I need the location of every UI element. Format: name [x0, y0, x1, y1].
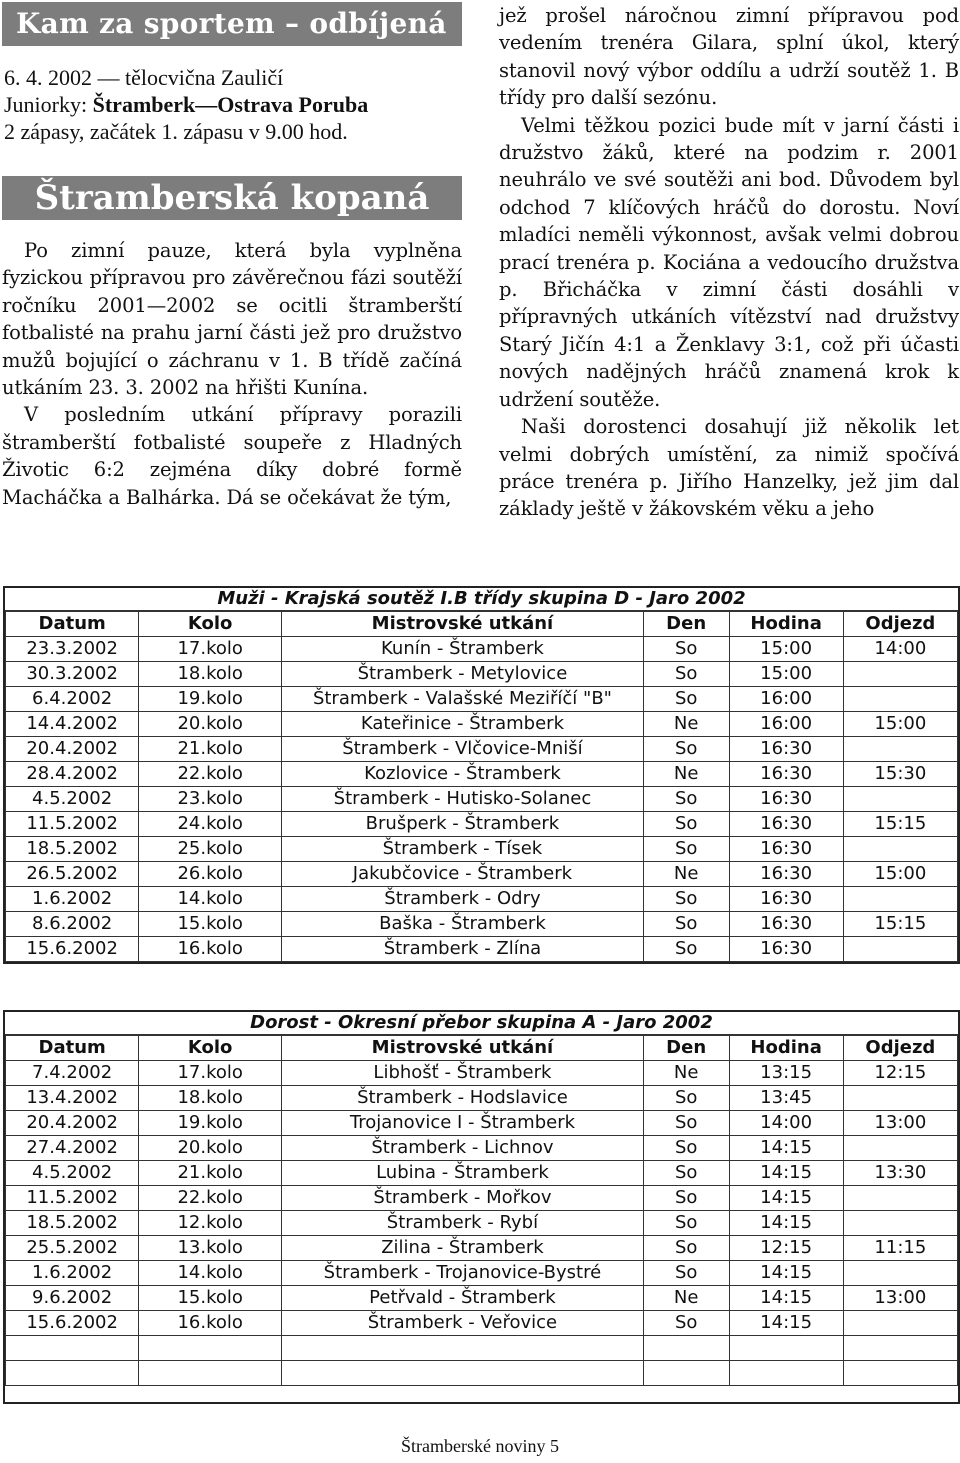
table-cell: 14:15: [729, 1261, 843, 1286]
table-cell: [843, 937, 957, 962]
schedule-juniors: [3, 1010, 960, 1404]
paragraph: Velmi těžkou pozici bude mít v jarní části i družstvo žáků, které na podzim r. 2001 neuhrálo ve své soutěži ani bod. Důvodem byl odchod 7 klíčových hráčů do dorostu. Noví mladíci neměli výkonnost, avšak velmi dobrou prací trenéra p. Kociána a vedoucího družstva p. Břicháčka v zimní části dosáhli v přípravných utkáních vítězství nad družstvy Starý Jičín 4:1 a Ženklavy 3:1, což při účasti nových nadějných hráčů znamená krok k udržení soutěže.: [499, 113, 959, 411]
table-cell: 24.kolo: [139, 812, 282, 837]
table-row: [6, 687, 958, 712]
table-cell: Štramberk - Trojanovice-Bystré: [282, 1261, 644, 1286]
table-cell: 22.kolo: [139, 762, 282, 787]
table-cell: 14.kolo: [139, 887, 282, 912]
table-row: [6, 1336, 958, 1361]
table-cell: [729, 1336, 843, 1361]
table-cell: 15:30: [843, 762, 957, 787]
section-title-football: Štramberská kopaná: [2, 176, 462, 220]
table-cell: 25.5.2002: [6, 1236, 139, 1261]
table-cell: Štramberk - Mořkov: [282, 1186, 644, 1211]
table-cell: 20.4.2002: [6, 1111, 139, 1136]
table-cell: Štramberk - Lichnov: [282, 1136, 644, 1161]
table-cell: 26.5.2002: [6, 862, 139, 887]
table-cell: 15:15: [843, 912, 957, 937]
table-cell: Štramberk - Tísek: [282, 837, 644, 862]
table-cell: 16:30: [729, 812, 843, 837]
table-row: [6, 1186, 958, 1211]
table-cell: 23.kolo: [139, 787, 282, 812]
table-cell: 15:00: [843, 862, 957, 887]
column-header: Kolo: [139, 1036, 282, 1061]
table-cell: 19.kolo: [139, 687, 282, 712]
table-cell: 13:00: [843, 1286, 957, 1311]
table-cell: 13:00: [843, 1111, 957, 1136]
table-cell: 14:15: [729, 1136, 843, 1161]
paragraph: jež prošel náročnou zimní přípravou pod vedením trenéra Gilara, splní úkol, který stanovil nový výbor oddílu a udrží soutěž 1. B třídy pro další sezónu.: [499, 4, 959, 110]
table-cell: 12.kolo: [139, 1211, 282, 1236]
table-cell: So: [643, 1111, 729, 1136]
table-row: [6, 937, 958, 962]
table-row: [6, 1286, 958, 1311]
table-cell: 8.6.2002: [6, 912, 139, 937]
paragraph: Naši dorostenci dosahují již několik let velmi dobrých umístění, za nimiž spočívá práce trenéra p. Jiřího Hanzelky, jež jim dal základy ještě v žákovském věku a jeho: [499, 415, 959, 521]
table-row: [6, 762, 958, 787]
table-row: [6, 887, 958, 912]
table-cell: 20.kolo: [139, 712, 282, 737]
table-row: [6, 812, 958, 837]
table-cell: 15:00: [729, 637, 843, 662]
column-header: Odjezd: [843, 1036, 957, 1061]
table-cell: [729, 1361, 843, 1386]
column-header: Datum: [6, 612, 139, 637]
table-cell: Štramberk - Valašské Meziříčí "B": [282, 687, 644, 712]
table-cell: Štramberk - Rybí: [282, 1211, 644, 1236]
table-cell: So: [643, 1186, 729, 1211]
column-header: Den: [643, 612, 729, 637]
table-cell: 13:45: [729, 1086, 843, 1111]
table-row: [6, 1236, 958, 1261]
table-cell: 18.kolo: [139, 662, 282, 687]
section-title-volleyball: Kam za sportem – odbíjená: [2, 2, 462, 46]
table-cell: 4.5.2002: [6, 1161, 139, 1186]
volleyball-info: [2, 64, 462, 145]
table-cell: 18.kolo: [139, 1086, 282, 1111]
table-cell: 1.6.2002: [6, 887, 139, 912]
table-cell: 13:30: [843, 1161, 957, 1186]
table-cell: 30.3.2002: [6, 662, 139, 687]
table-cell: So: [643, 1261, 729, 1286]
info-match: [4, 91, 462, 118]
table-cell: So: [643, 1086, 729, 1111]
table-cell: 4.5.2002: [6, 787, 139, 812]
paragraph: V posledním utkání přípravy porazili štramberští fotbalisté soupeře z Hladných Životic 6:2 zejména díky dobré formě Macháčka a Balhárka. Dá se očekávat že tým,: [2, 403, 462, 509]
table-cell: 16:30: [729, 912, 843, 937]
table-row: [6, 1136, 958, 1161]
table-cell: 14:15: [729, 1286, 843, 1311]
table-cell: 9.6.2002: [6, 1286, 139, 1311]
table-cell: Ne: [643, 1061, 729, 1086]
table-cell: Baška - Štramberk: [282, 912, 644, 937]
table-row: [6, 1261, 958, 1286]
table-cell: 12:15: [729, 1236, 843, 1261]
table-cell: Brušperk - Štramberk: [282, 812, 644, 837]
table-cell: [843, 1186, 957, 1211]
table-row: [6, 737, 958, 762]
info-match-teams: Štramberk—Ostrava Poruba: [92, 92, 369, 117]
table-cell: So: [643, 1311, 729, 1336]
table-cell: [843, 1136, 957, 1161]
table-caption: Muži - Krajská soutěž I.B třídy skupina D - Jaro 2002: [5, 588, 958, 611]
table-row: [6, 1211, 958, 1236]
table-cell: So: [643, 1161, 729, 1186]
table-cell: 14:00: [729, 1111, 843, 1136]
table-row: [6, 1361, 958, 1386]
schedule-table: [5, 611, 958, 962]
table-cell: 16:30: [729, 837, 843, 862]
table-cell: 21.kolo: [139, 1161, 282, 1186]
table-cell: 11.5.2002: [6, 812, 139, 837]
table-cell: [282, 1336, 644, 1361]
table-cell: So: [643, 737, 729, 762]
table-cell: Ne: [643, 762, 729, 787]
table-cell: Štramberk - Odry: [282, 887, 644, 912]
column-header: Hodina: [729, 612, 843, 637]
table-cell: 11.5.2002: [6, 1186, 139, 1211]
table-cell: 25.kolo: [139, 837, 282, 862]
table-cell: So: [643, 637, 729, 662]
table-cell: Štramberk - Hodslavice: [282, 1086, 644, 1111]
table-row: [6, 1311, 958, 1336]
table-cell: Štramberk - Vlčovice-Mniší: [282, 737, 644, 762]
table-cell: 16:30: [729, 862, 843, 887]
table-row: [6, 1111, 958, 1136]
table-cell: So: [643, 937, 729, 962]
table-cell: [843, 737, 957, 762]
table-cell: Libhošť - Štramberk: [282, 1061, 644, 1086]
table-cell: 19.kolo: [139, 1111, 282, 1136]
table-cell: Kateřinice - Štramberk: [282, 712, 644, 737]
table-cell: Lubina - Štramberk: [282, 1161, 644, 1186]
table-cell: 14:15: [729, 1186, 843, 1211]
info-start-time: 2 zápasy, začátek 1. zápasu v 9.00 hod.: [4, 119, 348, 144]
table-cell: Zilina - Štramberk: [282, 1236, 644, 1261]
table-cell: [6, 1336, 139, 1361]
table-cell: So: [643, 787, 729, 812]
table-cell: So: [643, 887, 729, 912]
table-cell: 14:15: [729, 1311, 843, 1336]
table-cell: Trojanovice I - Štramberk: [282, 1111, 644, 1136]
table-cell: 18.5.2002: [6, 837, 139, 862]
table-cell: 23.3.2002: [6, 637, 139, 662]
table-cell: So: [643, 687, 729, 712]
page-footer: Štramberské noviny 5: [401, 1436, 559, 1456]
column-header: Hodina: [729, 1036, 843, 1061]
table-cell: [843, 687, 957, 712]
table-cell: 20.kolo: [139, 1136, 282, 1161]
column-header: Mistrovské utkání: [282, 612, 644, 637]
table-cell: 1.6.2002: [6, 1261, 139, 1286]
table-cell: [643, 1361, 729, 1386]
column-header: Mistrovské utkání: [282, 1036, 644, 1061]
table-row: [6, 912, 958, 937]
table-cell: Ne: [643, 862, 729, 887]
table-cell: 16:00: [729, 712, 843, 737]
article-right: [499, 2, 959, 523]
table-cell: 14:15: [729, 1211, 843, 1236]
table-cell: Kozlovice - Štramberk: [282, 762, 644, 787]
table-cell: Štramberk - Veřovice: [282, 1311, 644, 1336]
table-cell: So: [643, 837, 729, 862]
table-cell: [843, 1261, 957, 1286]
table-cell: 15.6.2002: [6, 937, 139, 962]
table-row: [6, 662, 958, 687]
table-cell: So: [643, 1236, 729, 1261]
table-cell: 15.6.2002: [6, 1311, 139, 1336]
table-cell: Ne: [643, 1286, 729, 1311]
table-cell: 16:30: [729, 937, 843, 962]
table-cell: 7.4.2002: [6, 1061, 139, 1086]
table-row: [6, 637, 958, 662]
table-cell: So: [643, 812, 729, 837]
table-cell: 13.4.2002: [6, 1086, 139, 1111]
table-cell: [139, 1361, 282, 1386]
table-cell: 15.kolo: [139, 912, 282, 937]
table-cell: [843, 1211, 957, 1236]
table-cell: [843, 1361, 957, 1386]
table-cell: [843, 662, 957, 687]
table-cell: 21.kolo: [139, 737, 282, 762]
column-header: Den: [643, 1036, 729, 1061]
table-header-row: [6, 612, 958, 637]
table-cell: 13.kolo: [139, 1236, 282, 1261]
table-cell: So: [643, 662, 729, 687]
table-row: [6, 787, 958, 812]
table-row: [6, 1161, 958, 1186]
table-cell: [843, 887, 957, 912]
info-date-place: 6. 4. 2002 — tělocvična Zauličí: [4, 65, 284, 90]
table-cell: 14:15: [729, 1161, 843, 1186]
table-cell: [843, 1311, 957, 1336]
table-cell: Štramberk - Hutisko-Solanec: [282, 787, 644, 812]
table-cell: Štramberk - Metylovice: [282, 662, 644, 687]
table-row: [6, 712, 958, 737]
table-cell: So: [643, 1211, 729, 1236]
table-row: [6, 1061, 958, 1086]
table-cell: 18.5.2002: [6, 1211, 139, 1236]
table-cell: [843, 837, 957, 862]
table-cell: [843, 1086, 957, 1111]
table-caption: Dorost - Okresní přebor skupina A - Jaro 2002: [5, 1012, 958, 1035]
table-cell: 17.kolo: [139, 637, 282, 662]
table-cell: 16:30: [729, 787, 843, 812]
table-cell: 20.4.2002: [6, 737, 139, 762]
table-cell: 16.kolo: [139, 1311, 282, 1336]
table-cell: [843, 787, 957, 812]
table-cell: 14.4.2002: [6, 712, 139, 737]
paragraph: Po zimní pauze, která byla vyplněna fyzickou přípravou pro závěrečnou fázi soutěží ročníku 2001—2002 se ocitli štramberští fotbalisté na prahu jarní části jež pro družstvo mužů bojující o záchranu v 1. B třídě začíná utkáním 23. 3. 2002 na hřišti Kunína.: [2, 239, 462, 400]
table-cell: [282, 1361, 644, 1386]
table-cell: 14.kolo: [139, 1261, 282, 1286]
table-row: [6, 837, 958, 862]
table-cell: Ne: [643, 712, 729, 737]
table-cell: 13:15: [729, 1061, 843, 1086]
table-cell: 16:00: [729, 687, 843, 712]
table-cell: So: [643, 912, 729, 937]
table-cell: [643, 1336, 729, 1361]
table-cell: 11:15: [843, 1236, 957, 1261]
table-cell: 15:00: [729, 662, 843, 687]
table-cell: Kunín - Štramberk: [282, 637, 644, 662]
info-match-prefix: Juniorky:: [4, 92, 93, 117]
right-column: [499, 2, 959, 523]
table-cell: 15.kolo: [139, 1286, 282, 1311]
table-cell: 26.kolo: [139, 862, 282, 887]
table-cell: Jakubčovice - Štramberk: [282, 862, 644, 887]
table-row: [6, 862, 958, 887]
table-header-row: [6, 1036, 958, 1061]
table-cell: Petřvald - Štramberk: [282, 1286, 644, 1311]
table-cell: 12:15: [843, 1061, 957, 1086]
table-row: [6, 1086, 958, 1111]
table-cell: Štramberk - Zlína: [282, 937, 644, 962]
table-cell: 14:00: [843, 637, 957, 662]
schedule-men: [3, 586, 960, 964]
left-column: [2, 2, 462, 511]
table-cell: 27.4.2002: [6, 1136, 139, 1161]
table-cell: 15:15: [843, 812, 957, 837]
article-left: [2, 237, 462, 511]
column-header: Kolo: [139, 612, 282, 637]
table-cell: 22.kolo: [139, 1186, 282, 1211]
table-cell: [6, 1361, 139, 1386]
table-cell: 17.kolo: [139, 1061, 282, 1086]
table-cell: 16:30: [729, 737, 843, 762]
table-cell: 16:30: [729, 887, 843, 912]
table-cell: [139, 1336, 282, 1361]
table-cell: 16.kolo: [139, 937, 282, 962]
schedule-table: [5, 1035, 958, 1386]
column-header: Odjezd: [843, 612, 957, 637]
table-cell: 15:00: [843, 712, 957, 737]
table-cell: 16:30: [729, 762, 843, 787]
table-cell: 6.4.2002: [6, 687, 139, 712]
column-header: Datum: [6, 1036, 139, 1061]
table-cell: So: [643, 1136, 729, 1161]
table-cell: [843, 1336, 957, 1361]
table-cell: 28.4.2002: [6, 762, 139, 787]
